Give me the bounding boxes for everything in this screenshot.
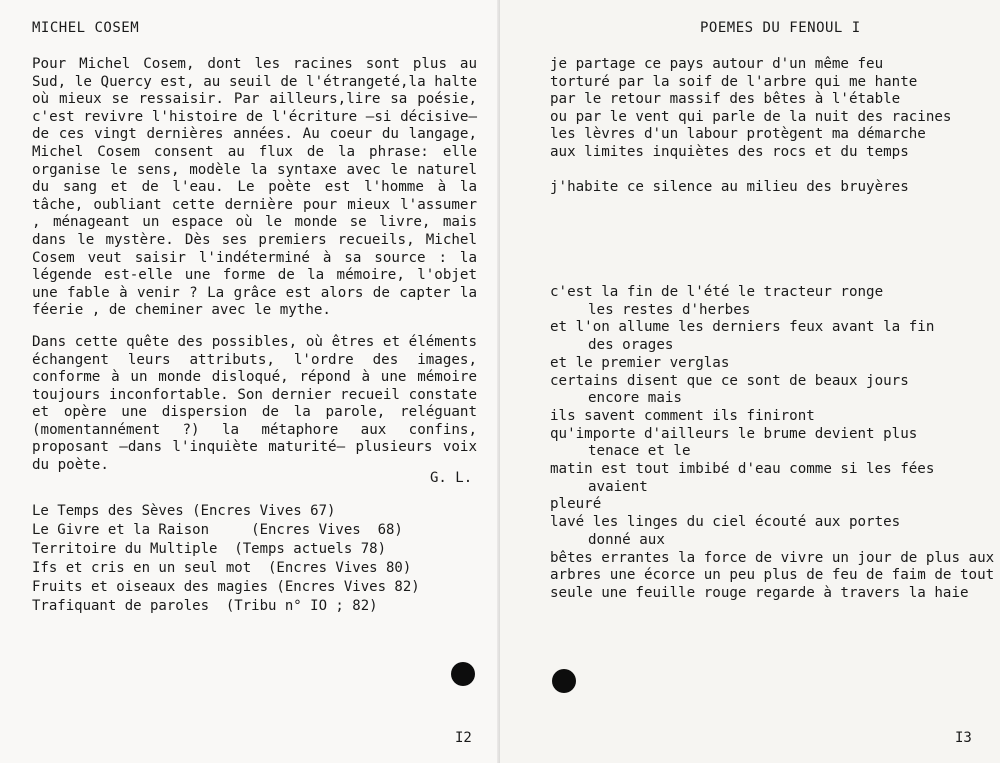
poem-part-1 [550,56,951,196]
bibliography-item: Le Temps des Sèves (Encres Vives 67) [32,503,336,519]
running-head-left: MICHEL COSEM [32,20,140,36]
poem-line: seule une feuille rouge regarde à travers la haie [550,584,969,601]
bibliography-item: Ifs et cris en un seul mot (Encres Vives 80) [32,560,412,576]
essay-paragraph-2: Dans cette quête des possibles, où êtres et éléments échangent leurs attributs, l'ordre des images, conforme à un monde disloqué, répond à une mémoire toujours inconfortable. Son dernier recueil constate et opère une dispersion de la parole, reléguant (momentannément ?) la métaphore aux confins, proposant –dans l'inquiète maturité– plusieurs voix du poète. [32,333,477,474]
poem-line: arbres une écorce un peu plus de feu de faim de tout [550,567,995,584]
author-signature: G. L. [430,470,473,486]
hole-punch-dot [451,662,475,686]
bibliography-item: Le Givre et la Raison (Encres Vives 68) [32,522,403,538]
poem-line: certains disent que ce sont de beaux jours [550,372,909,389]
poem-line: et l'on allume les derniers feux avant la fin [550,319,935,336]
poem-line: c'est la fin de l'été le tracteur ronge [550,284,884,300]
bibliography-item: Trafiquant de paroles (Tribu n° IO ; 82) [32,598,378,614]
poem-line: lavé les linges du ciel écouté aux portes [550,514,901,531]
poem-line: je partage ce pays autour d'un même feu [550,56,884,72]
poem-line: matin est tout imbibé d'eau comme si les fées [550,461,935,478]
poem-line: donné aux [588,531,665,548]
page-number-right: I3 [955,730,972,746]
poem-line: des orages [588,337,674,354]
poem-line: par le retour massif des bêtes à l'étable [550,91,901,108]
essay-text [32,56,477,475]
running-head-right: POEMES DU FENOUL I [700,20,861,36]
poem-part-2 [550,284,994,603]
essay-paragraph-1: Pour Michel Cosem, dont les racines sont plus au Sud, le Quercy est, au seuil de l'étrangeté,la halte où mieux se ressaisir. Par ailleurs,lire sa poésie, c'est revivre l'histoire de l'écriture –si décisive– de ces vingt dernières années. Au coeur du langage, Michel Cosem consent au flux de la phrase: elle organise le sens, modèle la syntaxe avec le naturel du sang et de l'eau. Le poète est l'homme à la tâche, oubliant cette dernière pour mieux l'assumer , ménageant un espace où le monde se livre, mais dans le mystère. Dès ses premiers recueils, Michel Cosem veut saisir l'indéterminé à sa source : la légende est-elle une forme de la mémoire, l'objet une fable à venir ? La grâce est alors de capter la féerie , de cheminer avec le mythe. [32,56,477,319]
poem-line: j'habite ce silence au milieu des bruyères [550,178,909,195]
poem-line: les restes d'herbes [588,301,751,318]
poem-line: et le premier verglas [550,354,730,371]
stanza-break [550,162,951,179]
bibliography-list [32,502,420,616]
poem-line: tenace et le [588,443,691,460]
poem-line: bêtes errantes la force de vivre un jour de plus aux [550,549,995,566]
poem-line: qu'importe d'ailleurs le brume devient plus [550,425,918,442]
poem-line: pleuré [550,496,602,513]
poem-line: avaient [588,478,648,495]
poem-line: torturé par la soif de l'arbre qui me hante [550,73,918,90]
poem-line: ils savent comment ils finiront [550,407,815,424]
right-page [500,0,1000,763]
page-number-left: I2 [455,730,472,746]
bibliography-item: Fruits et oiseaux des magies (Encres Vives 82) [32,579,420,595]
hole-punch-dot [552,669,576,693]
poem-line: ou par le vent qui parle de la nuit des racines [550,108,952,125]
poem-line: aux limites inquiètes des rocs et du temps [550,143,909,160]
bibliography-item: Territoire du Multiple (Temps actuels 78) [32,541,387,557]
poem-line: les lèvres d'un labour protègent ma démarche [550,126,926,143]
poem-line: encore mais [588,390,682,407]
